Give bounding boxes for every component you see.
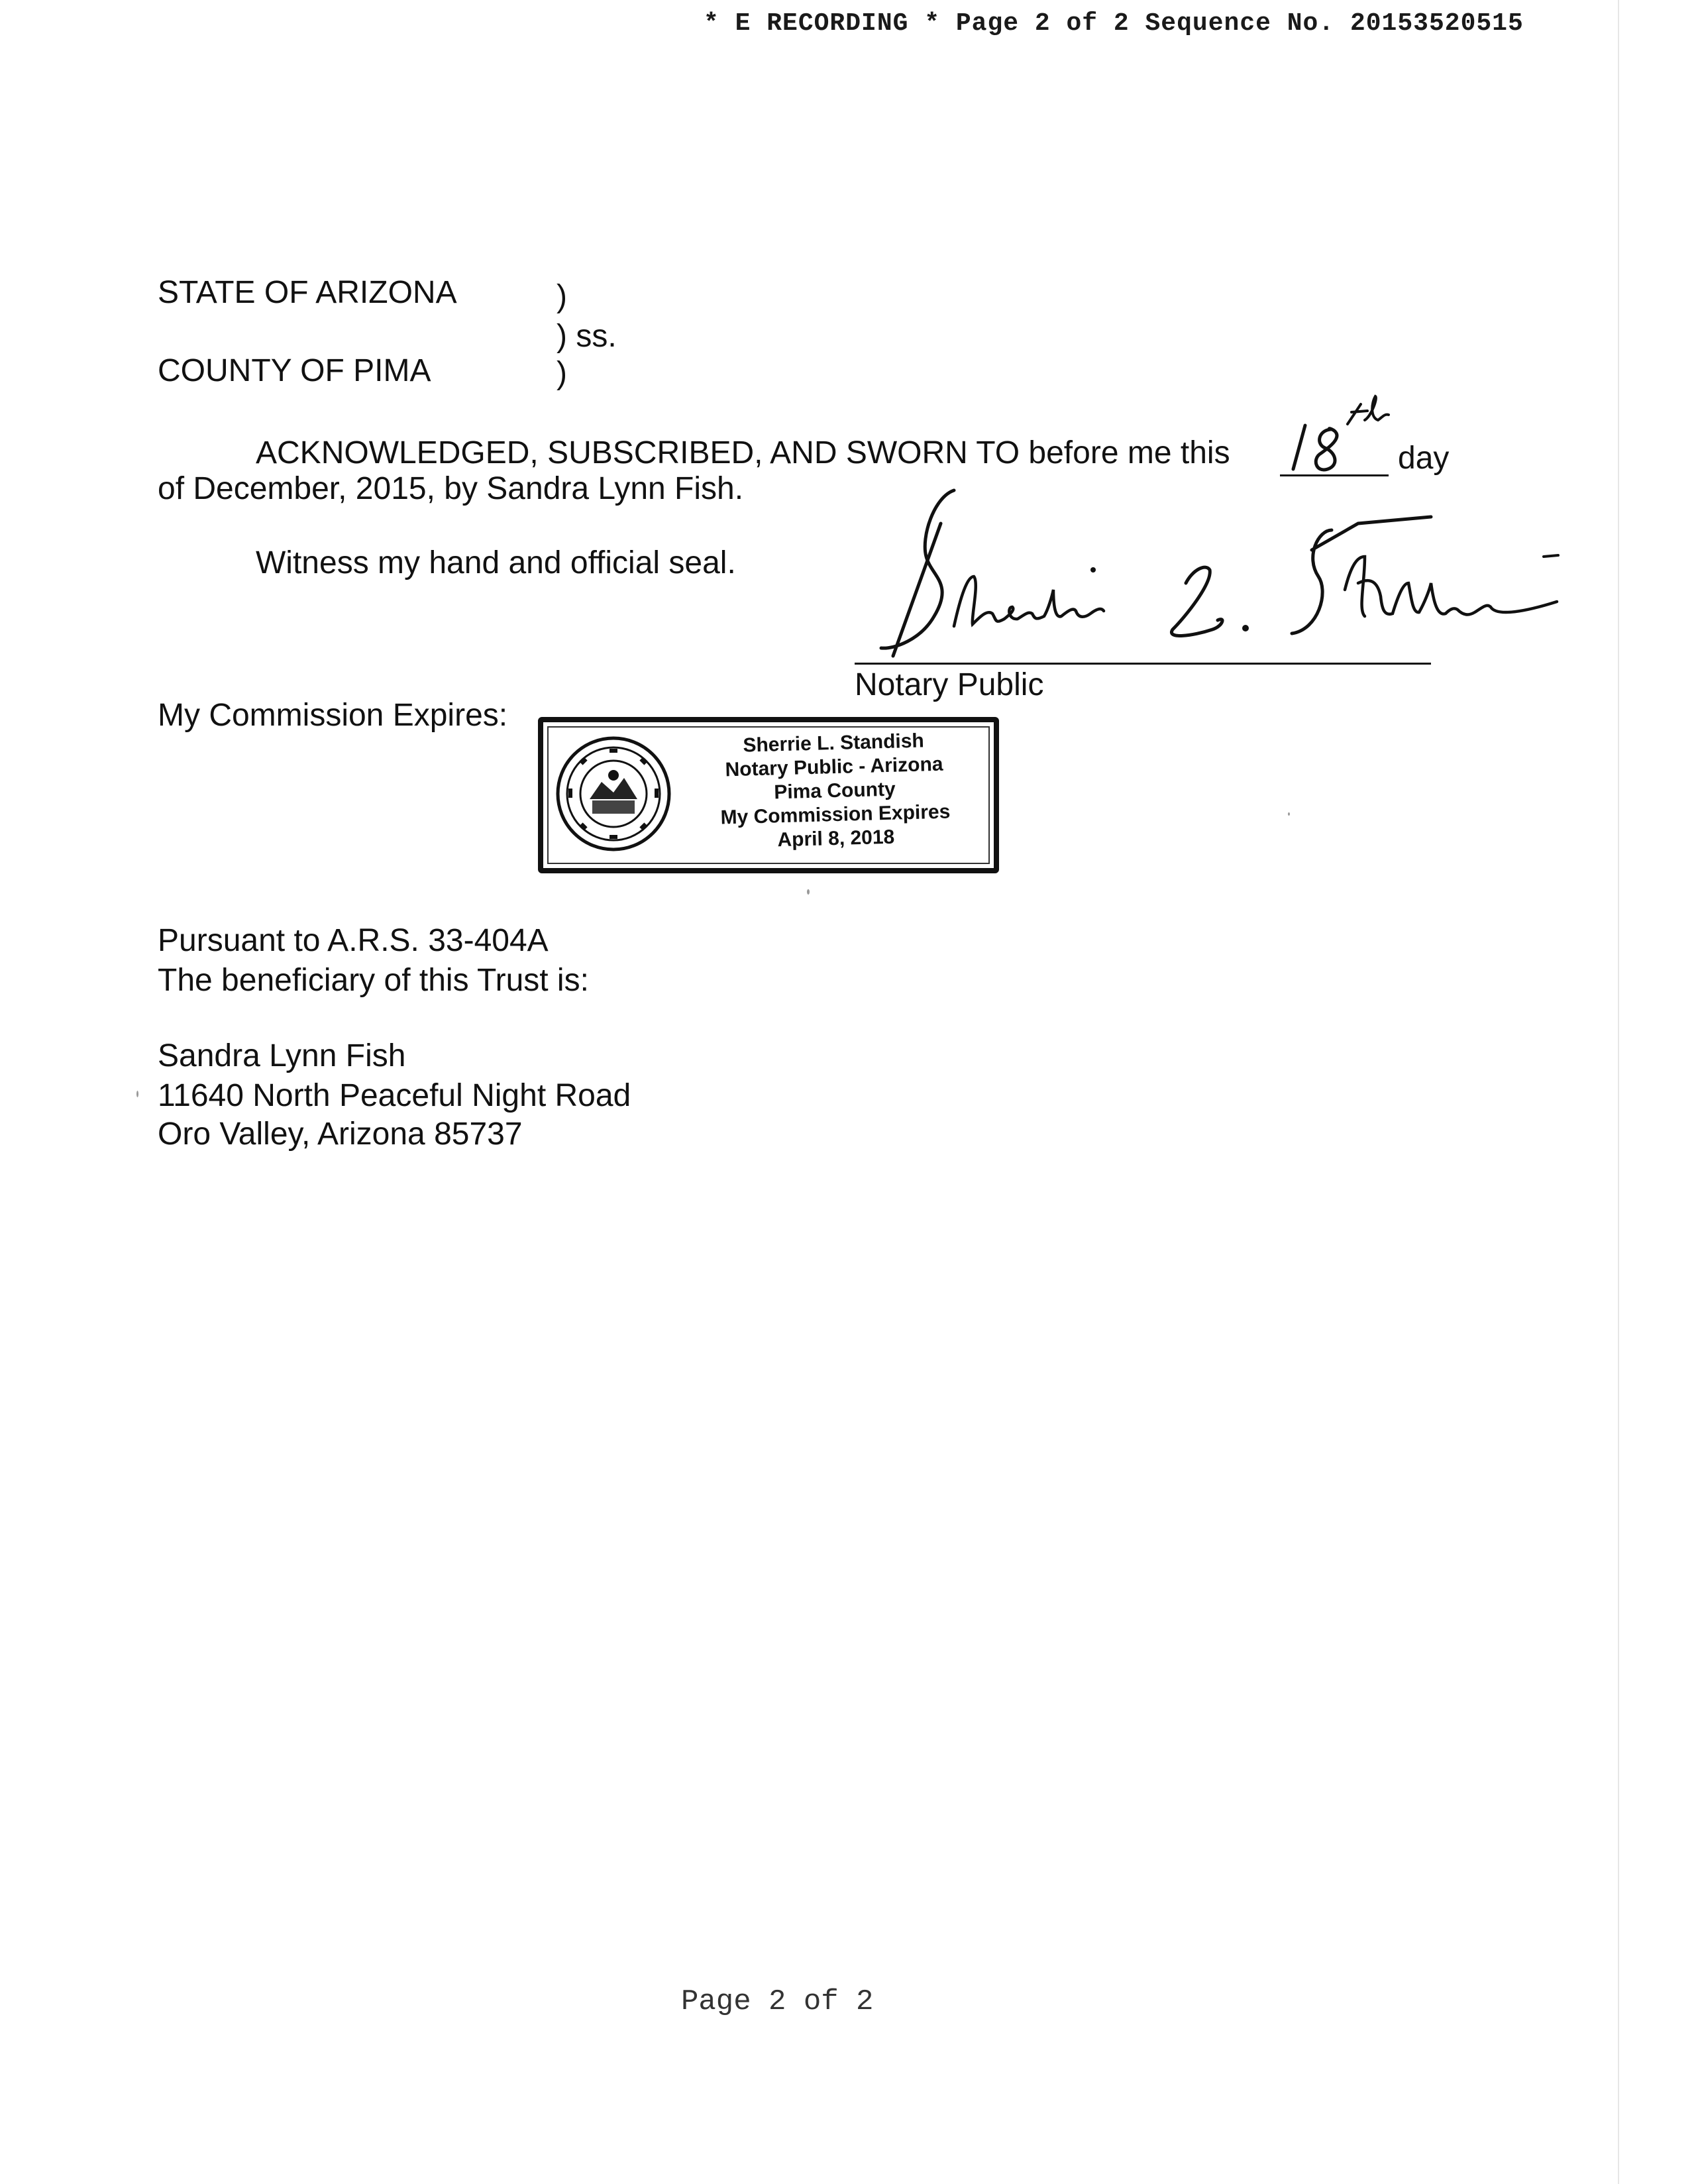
- handwritten-day: [1279, 391, 1404, 477]
- stamp-notary-title: Notary Public - Arizona: [725, 753, 943, 781]
- beneficiary-name: Sandra Lynn Fish: [158, 1038, 406, 1073]
- beneficiary-city: Oro Valley, Arizona 85737: [158, 1117, 523, 1152]
- stamp-expires-label: My Commission Expires: [720, 800, 951, 829]
- stamp-notary-name: Sherrie L. Standish: [743, 730, 925, 757]
- stamp-expires-date: April 8, 2018: [777, 826, 895, 851]
- venue-paren-top: ): [556, 279, 567, 314]
- notary-public-label: Notary Public: [855, 667, 1044, 702]
- page-footer: Page 2 of 2: [681, 1985, 874, 2018]
- notary-stamp: [538, 717, 999, 873]
- arizona-seal-icon: [555, 736, 672, 852]
- stamp-text-block: [701, 728, 969, 854]
- venue-county: COUNTY OF PIMA: [158, 353, 431, 388]
- notary-signature: [855, 484, 1570, 669]
- statute-reference: Pursuant to A.R.S. 33-404A: [158, 923, 549, 958]
- day-word: day: [1398, 441, 1450, 476]
- venue-paren-bottom: ): [556, 356, 567, 391]
- scan-edge-line: [1618, 0, 1619, 2184]
- signature-line: [855, 663, 1431, 665]
- scan-speck: [807, 889, 810, 895]
- commission-expires-label: My Commission Expires:: [158, 698, 508, 733]
- stamp-county: Pima County: [773, 778, 896, 804]
- acknowledgment-line1: ACKNOWLEDGED, SUBSCRIBED, AND SWORN TO before me this: [256, 435, 1230, 470]
- scan-speck: [1288, 812, 1290, 816]
- witness-text: Witness my hand and official seal.: [256, 545, 736, 580]
- venue-paren-ss: ) ss.: [556, 319, 617, 354]
- recording-header: * E RECORDING * Page 2 of 2 Sequence No. 20153520515: [704, 9, 1524, 38]
- acknowledgment-line2: of December, 2015, by Sandra Lynn Fish.: [158, 471, 744, 506]
- venue-state: STATE OF ARIZONA: [158, 275, 457, 310]
- beneficiary-intro: The beneficiary of this Trust is:: [158, 963, 589, 998]
- scan-speck: [136, 1091, 138, 1097]
- beneficiary-street: 11640 North Peaceful Night Road: [158, 1078, 631, 1113]
